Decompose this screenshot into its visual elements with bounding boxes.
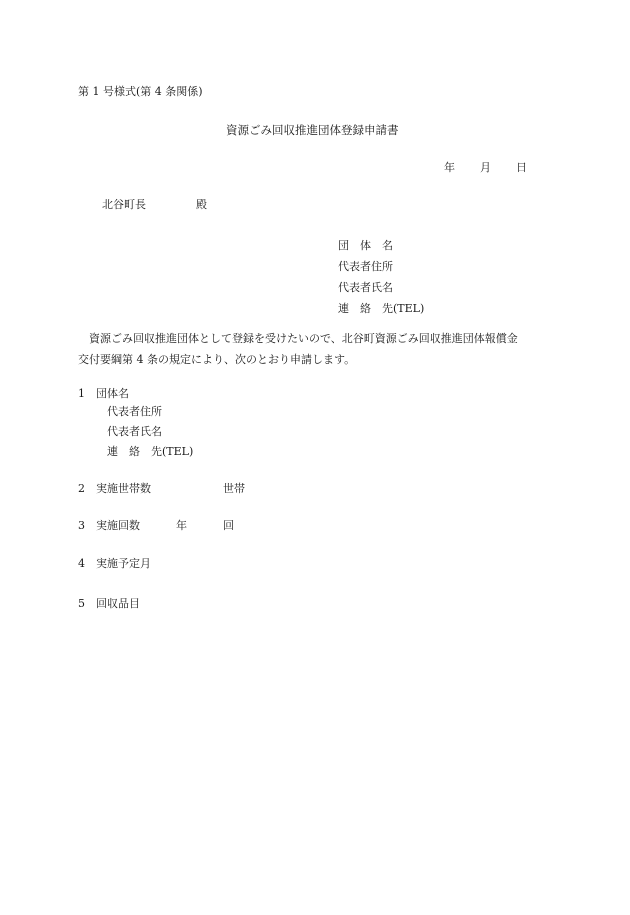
statement-line-1: 資源ごみ回収推進団体として登録を受けたいので、北谷町資源ごみ回収推進団体報償金: [89, 332, 518, 345]
item-number: 5: [78, 597, 85, 610]
item-number: 1: [78, 387, 85, 400]
application-statement: [78, 328, 548, 370]
item-label: 実施回数: [96, 519, 140, 532]
item-label: 回収品目: [96, 597, 140, 610]
item-group-name: [78, 386, 129, 402]
statement-line-2: 交付要綱第 4 条の規定により、次のとおり申請します。: [78, 353, 356, 366]
addressee-name: 北谷町長: [102, 198, 146, 211]
item-scheduled-month: [78, 556, 151, 572]
item-frequency: [78, 518, 234, 534]
item-contact: 連 絡 先(TEL): [107, 445, 194, 458]
date-month-label: 月: [480, 161, 491, 174]
item-households: [78, 481, 245, 497]
applicant-contact-label: 連 絡 先(TEL): [338, 302, 425, 315]
item-number: 4: [78, 557, 85, 570]
form-number: 第 1 号様式(第 4 条関係): [78, 85, 203, 98]
item-rep-name: 代表者氏名: [107, 425, 162, 438]
item-times-unit: 回: [223, 519, 234, 532]
addressee-honorific: 殿: [196, 198, 207, 211]
item-number: 3: [78, 519, 85, 532]
date-year-label: 年: [444, 161, 455, 174]
addressee: [102, 197, 207, 213]
applicant-group-name-label: 団 体 名: [338, 239, 393, 252]
item-label: 実施予定月: [96, 557, 151, 570]
item-label: 団体名: [96, 387, 129, 400]
item-number: 2: [78, 482, 85, 495]
applicant-rep-address-label: 代表者住所: [338, 260, 393, 273]
date-day-label: 日: [516, 161, 527, 174]
applicant-rep-name-label: 代表者氏名: [338, 281, 393, 294]
item-collected-materials: [78, 596, 140, 612]
document-title: 資源ごみ回収推進団体登録申請書: [226, 123, 399, 137]
item-year-unit: 年: [176, 519, 187, 532]
item-rep-address: 代表者住所: [107, 405, 162, 418]
applicant-block: [338, 235, 424, 319]
item-unit: 世帯: [223, 482, 245, 495]
item-label: 実施世帯数: [96, 482, 151, 495]
date-line: [444, 160, 527, 176]
